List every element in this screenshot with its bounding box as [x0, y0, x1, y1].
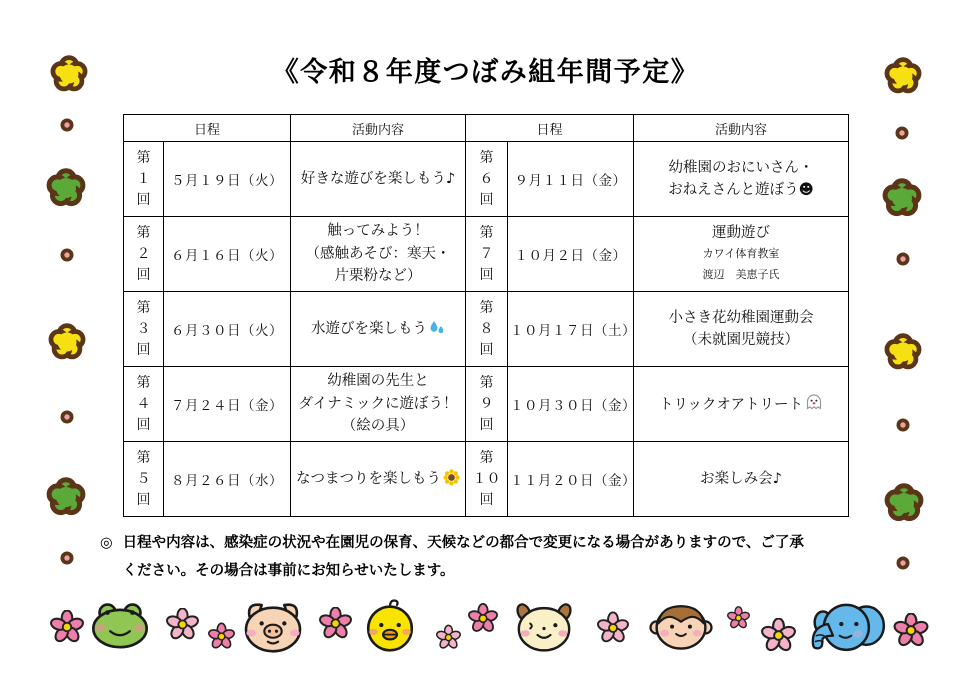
dot-icon — [895, 126, 909, 140]
date-cell: ５月１９日（火） — [164, 142, 291, 217]
round-cell: 第 ９ 回 — [466, 367, 508, 442]
ghost-icon — [805, 392, 823, 412]
table-header-row — [124, 115, 849, 142]
activity-cell: 運動遊び カワイ体育教室 渡辺 美恵子氏 — [634, 217, 849, 292]
round-cell: 第 ６ 回 — [466, 142, 508, 217]
activity-cell: 水遊びを楽しもう — [291, 292, 466, 367]
water-drops-icon — [429, 320, 445, 336]
pink-flower-icon — [208, 622, 235, 651]
date-cell: ６月１６日（火） — [164, 217, 291, 292]
date-cell: １０月２日（金） — [508, 217, 634, 292]
header-date-right: 日程 — [466, 115, 634, 142]
table-row — [124, 367, 849, 442]
activity-cell: 好きな遊びを楽しもう♪ — [291, 142, 466, 217]
activity-cell: 幼稚園のおにいさん・ おねえさんと遊ぼう☻ — [634, 142, 849, 217]
pig-icon — [240, 599, 306, 653]
pink-flower-icon — [893, 613, 929, 648]
table-row — [124, 292, 849, 367]
note-line: ください。その場合は事前にお知らせいたします。 — [122, 563, 455, 580]
green-flower-icon — [46, 168, 86, 208]
date-cell: １１月２０日（金） — [508, 442, 634, 517]
activity-cell: 幼稚園の先生と ダイナミックに遊ぼう！ （絵の具） — [291, 367, 466, 442]
yellow-flower-icon — [884, 57, 922, 95]
chick-icon — [362, 598, 418, 652]
table-row — [124, 142, 849, 217]
pink-flower-icon — [319, 607, 352, 640]
header-activity-right: 活動内容 — [634, 115, 849, 142]
page-title: 《令和８年度つぼみ組年間予定》 — [271, 57, 700, 88]
dot-icon — [896, 418, 910, 432]
dot-icon — [60, 410, 74, 424]
date-cell: ８月２６日（水） — [164, 442, 291, 517]
pink-flower-icon — [166, 608, 199, 641]
dot-icon — [60, 551, 74, 565]
note-bullet: ◎ — [100, 535, 113, 551]
green-flower-icon — [884, 483, 924, 523]
activity-cell: なつまつりを楽しもう — [291, 442, 466, 517]
schedule-table — [123, 114, 849, 517]
yellow-flower-icon — [48, 323, 86, 361]
round-cell: 第 ２ 回 — [124, 217, 164, 292]
activity-cell: お楽しみ会♪ — [634, 442, 849, 517]
dot-icon — [896, 556, 910, 570]
pink-flower-icon — [761, 618, 796, 653]
monkey-icon — [641, 599, 721, 651]
round-cell: 第 １ 回 — [124, 142, 164, 217]
round-cell: 第 ３ 回 — [124, 292, 164, 367]
round-cell: 第 ４ 回 — [124, 367, 164, 442]
header-activity-left: 活動内容 — [291, 115, 466, 142]
frog-icon — [88, 600, 152, 650]
activity-cell: トリックオアトリート — [634, 367, 849, 442]
note-line: 日程や内容は、感染症の状況や在園児の保育、天候などの都合で変更になる場合がありますので、ご了承 — [122, 535, 804, 551]
round-cell: 第 ７ 回 — [466, 217, 508, 292]
pink-flower-icon — [436, 624, 461, 651]
header-date-left: 日程 — [124, 115, 291, 142]
pink-flower-icon — [468, 603, 498, 634]
date-cell: １０月３０日（金） — [508, 367, 634, 442]
pink-flower-icon — [727, 605, 750, 631]
table-row — [124, 217, 849, 292]
table-row — [124, 442, 849, 517]
dot-icon — [60, 118, 74, 132]
pink-flower-icon — [50, 610, 84, 644]
date-cell: １０月１７日（土） — [508, 292, 634, 367]
activity-cell: 小さき花幼稚園運動会 （未就園児競技） — [634, 292, 849, 367]
sunflower-icon — [443, 469, 460, 486]
date-cell: ７月２４日（金） — [164, 367, 291, 442]
dot-icon — [896, 252, 910, 266]
yellow-flower-icon — [884, 333, 922, 371]
green-flower-icon — [882, 178, 922, 218]
green-flower-icon — [46, 477, 86, 517]
date-cell: ９月１１日（金） — [508, 142, 634, 217]
date-cell: ６月３０日（火） — [164, 292, 291, 367]
round-cell: 第 ５ 回 — [124, 442, 164, 517]
round-cell: 第 ８ 回 — [466, 292, 508, 367]
yellow-flower-icon — [50, 55, 88, 93]
elephant-icon — [805, 599, 891, 654]
activity-cell: 触ってみよう！ （感触あそび：寒天・ 片栗粉など） — [291, 217, 466, 292]
round-cell: 第 １０ 回 — [466, 442, 508, 517]
footer-note — [100, 529, 900, 586]
dot-icon — [60, 248, 74, 262]
dog-icon — [508, 600, 580, 652]
pink-flower-icon — [597, 611, 629, 645]
